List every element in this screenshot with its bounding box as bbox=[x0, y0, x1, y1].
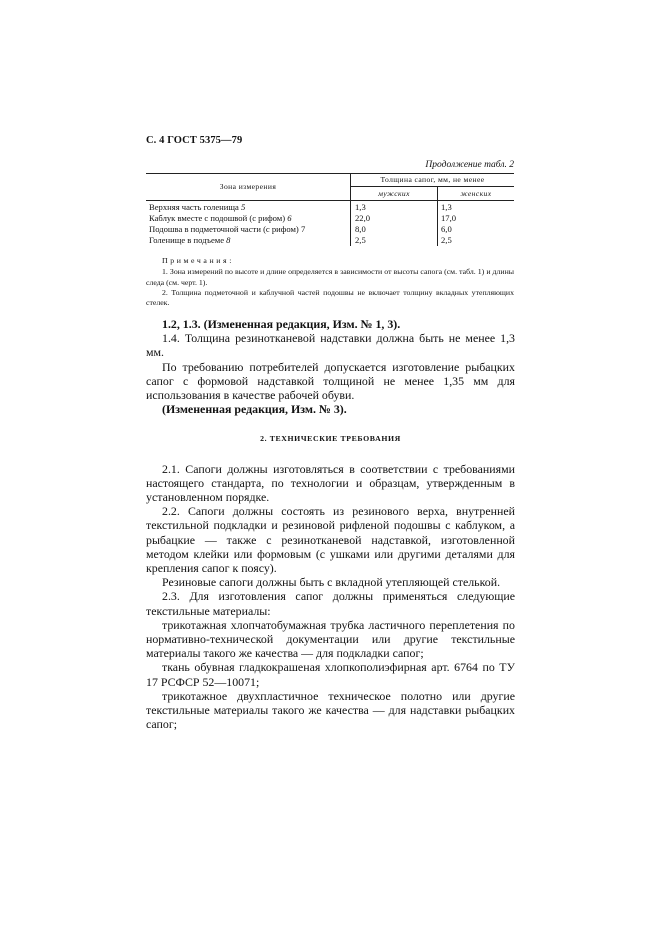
table-row-women: 6,0 bbox=[441, 224, 452, 234]
amendment-note: (Измененная редакция, Изм. № 3). bbox=[162, 402, 347, 417]
table-row-zone: Верхняя часть голенища 5 bbox=[149, 202, 246, 212]
col-men-header: мужских bbox=[378, 189, 410, 198]
paragraph: трикотажная хлопчатобумажная трубка ластичного переплетения по нормативно-технической документации или другие текстильные материалы такого же качества — для подкладки сапог; bbox=[146, 617, 515, 661]
body-text bbox=[146, 317, 515, 731]
table-row-women: 2,5 bbox=[441, 235, 452, 245]
paragraph: ткань обувная гладкокрашеная хлопкополиэфирная арт. 6764 по ТУ 17 РСФСР 52—10071; bbox=[146, 660, 515, 689]
paragraph: 1.4. Толщина резинотканевой надставки должна быть не менее 1,3 мм. bbox=[146, 331, 515, 360]
paragraph: 2.1. Сапоги должны изготовляться в соответствии с требованиями настоящего стандарта, по технологии и образцам, утвержденным в установленном порядке. bbox=[146, 461, 515, 505]
col-women-header: женских bbox=[460, 189, 492, 198]
thickness-table bbox=[146, 173, 514, 246]
table-header-rule bbox=[146, 200, 514, 201]
amendment-note: 1.2, 1.3. (Измененная редакция, Изм. № 1, 3). bbox=[162, 317, 401, 331]
paragraph: 2.3. Для изготовления сапог должны применяться следующие текстильные материалы: bbox=[146, 589, 515, 618]
note-item: 2. Толщина подметочной и каблучной частей подошвы не включает толщину вкладных утепляющих стелек. bbox=[146, 287, 514, 308]
paragraph: трикотажное двухпластичное техническое полотно или другие текстильные материалы такого же качества — для надставки рыбацких сапог; bbox=[146, 688, 515, 732]
table-row-men: 2,5 bbox=[355, 235, 366, 245]
paragraph: Резиновые сапоги должны быть с вкладной утепляющей стелькой. bbox=[162, 575, 501, 590]
col-zone-header: Зона измерения bbox=[219, 182, 277, 191]
paragraph: По требованию потребителей допускается изготовление рыбацких сапог с формовой надставкой толщиной не менее 1,35 мм для использования в качестве рабочей обуви. bbox=[146, 359, 515, 403]
page-header: С. 4 ГОСТ 5375—79 bbox=[146, 135, 243, 146]
paragraph: 2.2. Сапоги должны состоять из резинового верха, внутренней текстильной подкладки и резиновой рифленой подошвы с каблуком, а рыбацкие — также с резинотканевой надставкой, изготовленной методом клейки или формовым (с ушками или другими деталями для крепления сапог к поясу). bbox=[146, 504, 515, 576]
table-subheader-rule bbox=[351, 186, 514, 187]
table-row-men: 1,3 bbox=[355, 202, 366, 212]
table-row-men: 8,0 bbox=[355, 224, 366, 234]
table-row-women: 1,3 bbox=[441, 202, 452, 212]
table-row-zone: Каблук вместе с подошвой (с рифом) 6 bbox=[149, 213, 292, 223]
table-row-zone: Подошва в подметочной части (с рифом) 7 bbox=[149, 224, 306, 234]
table-continuation-label: Продолжение табл. 2 bbox=[425, 160, 514, 170]
note-item: 1. Зона измерений по высоте и длине определяется в зависимости от высоты сапога (см. табл. 1) и длины следа (см. черт. 1). bbox=[146, 267, 514, 287]
table-notes bbox=[146, 256, 514, 308]
notes-title: Примечания: bbox=[162, 256, 234, 265]
table-row-men: 22,0 bbox=[355, 213, 371, 223]
table-row-zone: Голенище в подъеме 8 bbox=[149, 235, 231, 245]
section-heading: 2. ТЕХНИЧЕСКИЕ ТРЕБОВАНИЯ bbox=[260, 434, 401, 444]
col-thickness-header: Толщина сапог, мм, не менее bbox=[380, 175, 485, 184]
table-row-women: 17,0 bbox=[441, 213, 457, 223]
